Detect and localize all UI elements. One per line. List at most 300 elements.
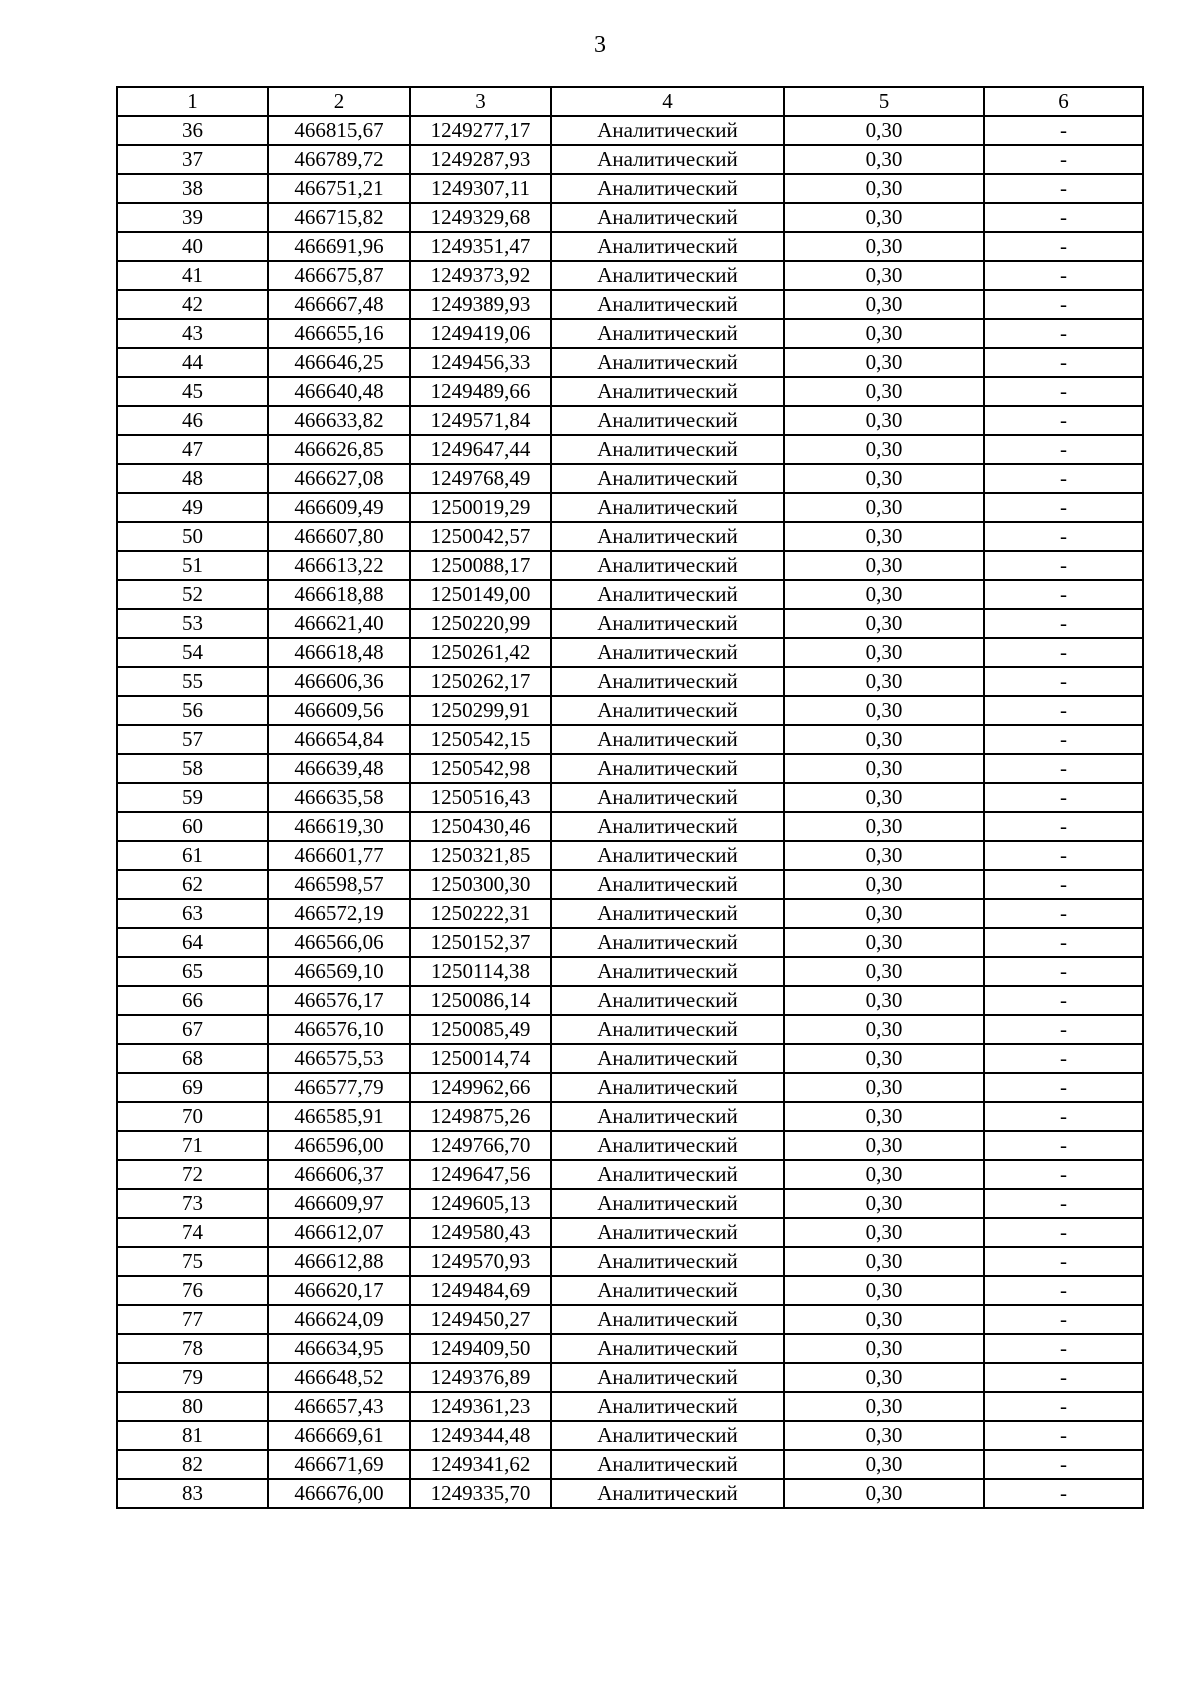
- point-number-cell: 41: [117, 261, 268, 290]
- accuracy-cell: 0,30: [784, 522, 984, 551]
- description-cell: -: [984, 319, 1143, 348]
- description-cell: -: [984, 1073, 1143, 1102]
- column-header-3: 3: [410, 87, 551, 116]
- y-coordinate-cell: 1249875,26: [410, 1102, 551, 1131]
- x-coordinate-cell: 466675,87: [268, 261, 410, 290]
- point-number-cell: 36: [117, 116, 268, 145]
- x-coordinate-cell: 466619,30: [268, 812, 410, 841]
- y-coordinate-cell: 1249450,27: [410, 1305, 551, 1334]
- accuracy-cell: 0,30: [784, 1247, 984, 1276]
- method-cell: Аналитический: [551, 290, 784, 319]
- method-cell: Аналитический: [551, 1073, 784, 1102]
- description-cell: -: [984, 406, 1143, 435]
- accuracy-cell: 0,30: [784, 986, 984, 1015]
- table-row: [117, 1421, 1143, 1450]
- column-header-6: 6: [984, 87, 1143, 116]
- x-coordinate-cell: 466751,21: [268, 174, 410, 203]
- y-coordinate-cell: 1250300,30: [410, 870, 551, 899]
- point-number-cell: 64: [117, 928, 268, 957]
- table-row: [117, 406, 1143, 435]
- x-coordinate-cell: 466639,48: [268, 754, 410, 783]
- point-number-cell: 72: [117, 1160, 268, 1189]
- description-cell: -: [984, 638, 1143, 667]
- method-cell: Аналитический: [551, 696, 784, 725]
- description-cell: -: [984, 580, 1143, 609]
- point-number-cell: 42: [117, 290, 268, 319]
- point-number-cell: 63: [117, 899, 268, 928]
- method-cell: Аналитический: [551, 1131, 784, 1160]
- x-coordinate-cell: 466657,43: [268, 1392, 410, 1421]
- method-cell: Аналитический: [551, 812, 784, 841]
- x-coordinate-cell: 466609,97: [268, 1189, 410, 1218]
- point-number-cell: 81: [117, 1421, 268, 1450]
- point-number-cell: 40: [117, 232, 268, 261]
- description-cell: -: [984, 1334, 1143, 1363]
- table-row: [117, 1276, 1143, 1305]
- table-row: [117, 696, 1143, 725]
- table-row: [117, 986, 1143, 1015]
- table-row: [117, 435, 1143, 464]
- column-header-1: 1: [117, 87, 268, 116]
- y-coordinate-cell: 1249605,13: [410, 1189, 551, 1218]
- table-row: [117, 1450, 1143, 1479]
- x-coordinate-cell: 466606,37: [268, 1160, 410, 1189]
- accuracy-cell: 0,30: [784, 1073, 984, 1102]
- y-coordinate-cell: 1249373,92: [410, 261, 551, 290]
- point-number-cell: 48: [117, 464, 268, 493]
- accuracy-cell: 0,30: [784, 1392, 984, 1421]
- accuracy-cell: 0,30: [784, 261, 984, 290]
- table-row: [117, 899, 1143, 928]
- x-coordinate-cell: 466585,91: [268, 1102, 410, 1131]
- point-number-cell: 66: [117, 986, 268, 1015]
- description-cell: -: [984, 725, 1143, 754]
- description-cell: -: [984, 1479, 1143, 1508]
- accuracy-cell: 0,30: [784, 232, 984, 261]
- y-coordinate-cell: 1250152,37: [410, 928, 551, 957]
- x-coordinate-cell: 466655,16: [268, 319, 410, 348]
- accuracy-cell: 0,30: [784, 841, 984, 870]
- table-row: [117, 1102, 1143, 1131]
- method-cell: Аналитический: [551, 1015, 784, 1044]
- y-coordinate-cell: 1250019,29: [410, 493, 551, 522]
- accuracy-cell: 0,30: [784, 1189, 984, 1218]
- table-row: [117, 377, 1143, 406]
- table-row: [117, 580, 1143, 609]
- y-coordinate-cell: 1250114,38: [410, 957, 551, 986]
- y-coordinate-cell: 1250430,46: [410, 812, 551, 841]
- description-cell: -: [984, 348, 1143, 377]
- method-cell: Аналитический: [551, 580, 784, 609]
- y-coordinate-cell: 1250085,49: [410, 1015, 551, 1044]
- method-cell: Аналитический: [551, 1450, 784, 1479]
- y-coordinate-cell: 1250220,99: [410, 609, 551, 638]
- x-coordinate-cell: 466621,40: [268, 609, 410, 638]
- x-coordinate-cell: 466646,25: [268, 348, 410, 377]
- x-coordinate-cell: 466596,00: [268, 1131, 410, 1160]
- accuracy-cell: 0,30: [784, 899, 984, 928]
- description-cell: -: [984, 1044, 1143, 1073]
- point-number-cell: 59: [117, 783, 268, 812]
- accuracy-cell: 0,30: [784, 406, 984, 435]
- point-number-cell: 77: [117, 1305, 268, 1334]
- point-number-cell: 69: [117, 1073, 268, 1102]
- point-number-cell: 75: [117, 1247, 268, 1276]
- method-cell: Аналитический: [551, 406, 784, 435]
- y-coordinate-cell: 1249570,93: [410, 1247, 551, 1276]
- point-number-cell: 57: [117, 725, 268, 754]
- description-cell: -: [984, 957, 1143, 986]
- x-coordinate-cell: 466575,53: [268, 1044, 410, 1073]
- point-number-cell: 60: [117, 812, 268, 841]
- y-coordinate-cell: 1249962,66: [410, 1073, 551, 1102]
- description-cell: -: [984, 1160, 1143, 1189]
- method-cell: Аналитический: [551, 1305, 784, 1334]
- description-cell: -: [984, 899, 1143, 928]
- table-row: [117, 203, 1143, 232]
- accuracy-cell: 0,30: [784, 1218, 984, 1247]
- method-cell: Аналитический: [551, 1102, 784, 1131]
- table-row: [117, 783, 1143, 812]
- accuracy-cell: 0,30: [784, 609, 984, 638]
- description-cell: -: [984, 783, 1143, 812]
- accuracy-cell: 0,30: [784, 464, 984, 493]
- point-number-cell: 70: [117, 1102, 268, 1131]
- method-cell: Аналитический: [551, 1276, 784, 1305]
- accuracy-cell: 0,30: [784, 725, 984, 754]
- table-header: [117, 87, 1143, 116]
- accuracy-cell: 0,30: [784, 435, 984, 464]
- point-number-cell: 76: [117, 1276, 268, 1305]
- description-cell: -: [984, 1363, 1143, 1392]
- table-row: [117, 464, 1143, 493]
- table-row: [117, 522, 1143, 551]
- method-cell: Аналитический: [551, 754, 784, 783]
- method-cell: Аналитический: [551, 725, 784, 754]
- accuracy-cell: 0,30: [784, 1450, 984, 1479]
- description-cell: -: [984, 667, 1143, 696]
- table-row: [117, 145, 1143, 174]
- description-cell: -: [984, 870, 1143, 899]
- accuracy-cell: 0,30: [784, 638, 984, 667]
- column-header-2: 2: [268, 87, 410, 116]
- y-coordinate-cell: 1250516,43: [410, 783, 551, 812]
- description-cell: -: [984, 1392, 1143, 1421]
- y-coordinate-cell: 1249409,50: [410, 1334, 551, 1363]
- method-cell: Аналитический: [551, 551, 784, 580]
- x-coordinate-cell: 466676,00: [268, 1479, 410, 1508]
- y-coordinate-cell: 1250149,00: [410, 580, 551, 609]
- x-coordinate-cell: 466789,72: [268, 145, 410, 174]
- point-number-cell: 39: [117, 203, 268, 232]
- point-number-cell: 56: [117, 696, 268, 725]
- point-number-cell: 43: [117, 319, 268, 348]
- point-number-cell: 49: [117, 493, 268, 522]
- description-cell: -: [984, 551, 1143, 580]
- table-row: [117, 638, 1143, 667]
- point-number-cell: 37: [117, 145, 268, 174]
- method-cell: Аналитический: [551, 899, 784, 928]
- point-number-cell: 73: [117, 1189, 268, 1218]
- page-number: 3: [594, 32, 606, 58]
- description-cell: -: [984, 261, 1143, 290]
- point-number-cell: 47: [117, 435, 268, 464]
- method-cell: Аналитический: [551, 1218, 784, 1247]
- table-row: [117, 232, 1143, 261]
- method-cell: Аналитический: [551, 638, 784, 667]
- method-cell: Аналитический: [551, 493, 784, 522]
- method-cell: Аналитический: [551, 1479, 784, 1508]
- table-row: [117, 957, 1143, 986]
- x-coordinate-cell: 466620,17: [268, 1276, 410, 1305]
- table-row: [117, 667, 1143, 696]
- x-coordinate-cell: 466609,56: [268, 696, 410, 725]
- description-cell: -: [984, 435, 1143, 464]
- y-coordinate-cell: 1249351,47: [410, 232, 551, 261]
- point-number-cell: 50: [117, 522, 268, 551]
- accuracy-cell: 0,30: [784, 580, 984, 609]
- accuracy-cell: 0,30: [784, 493, 984, 522]
- point-number-cell: 83: [117, 1479, 268, 1508]
- point-number-cell: 68: [117, 1044, 268, 1073]
- method-cell: Аналитический: [551, 1160, 784, 1189]
- y-coordinate-cell: 1250086,14: [410, 986, 551, 1015]
- y-coordinate-cell: 1249766,70: [410, 1131, 551, 1160]
- description-cell: -: [984, 928, 1143, 957]
- table-row: [117, 1392, 1143, 1421]
- y-coordinate-cell: 1249647,56: [410, 1160, 551, 1189]
- table-body: [117, 116, 1143, 1508]
- x-coordinate-cell: 466635,58: [268, 783, 410, 812]
- y-coordinate-cell: 1249647,44: [410, 435, 551, 464]
- description-cell: -: [984, 812, 1143, 841]
- point-number-cell: 44: [117, 348, 268, 377]
- description-cell: -: [984, 1131, 1143, 1160]
- accuracy-cell: 0,30: [784, 957, 984, 986]
- point-number-cell: 67: [117, 1015, 268, 1044]
- y-coordinate-cell: 1249768,49: [410, 464, 551, 493]
- table-row: [117, 1363, 1143, 1392]
- y-coordinate-cell: 1250542,98: [410, 754, 551, 783]
- table-row: [117, 1334, 1143, 1363]
- x-coordinate-cell: 466654,84: [268, 725, 410, 754]
- table-row: [117, 1073, 1143, 1102]
- method-cell: Аналитический: [551, 1247, 784, 1276]
- description-cell: -: [984, 232, 1143, 261]
- method-cell: Аналитический: [551, 667, 784, 696]
- description-cell: -: [984, 116, 1143, 145]
- method-cell: Аналитический: [551, 435, 784, 464]
- x-coordinate-cell: 466691,96: [268, 232, 410, 261]
- table-row: [117, 609, 1143, 638]
- description-cell: -: [984, 1450, 1143, 1479]
- x-coordinate-cell: 466624,09: [268, 1305, 410, 1334]
- point-number-cell: 54: [117, 638, 268, 667]
- description-cell: -: [984, 174, 1143, 203]
- accuracy-cell: 0,30: [784, 319, 984, 348]
- table-row: [117, 928, 1143, 957]
- x-coordinate-cell: 466609,49: [268, 493, 410, 522]
- point-number-cell: 45: [117, 377, 268, 406]
- description-cell: -: [984, 609, 1143, 638]
- x-coordinate-cell: 466634,95: [268, 1334, 410, 1363]
- description-cell: -: [984, 464, 1143, 493]
- y-coordinate-cell: 1250299,91: [410, 696, 551, 725]
- x-coordinate-cell: 466627,08: [268, 464, 410, 493]
- x-coordinate-cell: 466569,10: [268, 957, 410, 986]
- point-number-cell: 82: [117, 1450, 268, 1479]
- description-cell: -: [984, 1276, 1143, 1305]
- y-coordinate-cell: 1250088,17: [410, 551, 551, 580]
- method-cell: Аналитический: [551, 957, 784, 986]
- accuracy-cell: 0,30: [784, 1276, 984, 1305]
- x-coordinate-cell: 466598,57: [268, 870, 410, 899]
- table-row: [117, 1015, 1143, 1044]
- x-coordinate-cell: 466566,06: [268, 928, 410, 957]
- point-number-cell: 55: [117, 667, 268, 696]
- x-coordinate-cell: 466612,88: [268, 1247, 410, 1276]
- accuracy-cell: 0,30: [784, 928, 984, 957]
- method-cell: Аналитический: [551, 609, 784, 638]
- method-cell: Аналитический: [551, 1189, 784, 1218]
- x-coordinate-cell: 466669,61: [268, 1421, 410, 1450]
- table-row: [117, 319, 1143, 348]
- accuracy-cell: 0,30: [784, 783, 984, 812]
- method-cell: Аналитический: [551, 232, 784, 261]
- method-cell: Аналитический: [551, 1334, 784, 1363]
- point-number-cell: 79: [117, 1363, 268, 1392]
- description-cell: -: [984, 1218, 1143, 1247]
- x-coordinate-cell: 466577,79: [268, 1073, 410, 1102]
- description-cell: -: [984, 1247, 1143, 1276]
- accuracy-cell: 0,30: [784, 1015, 984, 1044]
- x-coordinate-cell: 466618,88: [268, 580, 410, 609]
- description-cell: -: [984, 522, 1143, 551]
- table-row: [117, 348, 1143, 377]
- header-row: [117, 87, 1143, 116]
- accuracy-cell: 0,30: [784, 696, 984, 725]
- y-coordinate-cell: 1250321,85: [410, 841, 551, 870]
- method-cell: Аналитический: [551, 1421, 784, 1450]
- method-cell: Аналитический: [551, 203, 784, 232]
- y-coordinate-cell: 1249335,70: [410, 1479, 551, 1508]
- point-number-cell: 58: [117, 754, 268, 783]
- y-coordinate-cell: 1250042,57: [410, 522, 551, 551]
- y-coordinate-cell: 1249489,66: [410, 377, 551, 406]
- y-coordinate-cell: 1249571,84: [410, 406, 551, 435]
- x-coordinate-cell: 466601,77: [268, 841, 410, 870]
- y-coordinate-cell: 1249419,06: [410, 319, 551, 348]
- accuracy-cell: 0,30: [784, 1044, 984, 1073]
- method-cell: Аналитический: [551, 464, 784, 493]
- point-number-cell: 46: [117, 406, 268, 435]
- method-cell: Аналитический: [551, 174, 784, 203]
- method-cell: Аналитический: [551, 145, 784, 174]
- x-coordinate-cell: 466671,69: [268, 1450, 410, 1479]
- accuracy-cell: 0,30: [784, 1131, 984, 1160]
- y-coordinate-cell: 1249344,48: [410, 1421, 551, 1450]
- table-row: [117, 725, 1143, 754]
- y-coordinate-cell: 1249307,11: [410, 174, 551, 203]
- accuracy-cell: 0,30: [784, 1363, 984, 1392]
- method-cell: Аналитический: [551, 1363, 784, 1392]
- point-number-cell: 80: [117, 1392, 268, 1421]
- table-row: [117, 261, 1143, 290]
- accuracy-cell: 0,30: [784, 812, 984, 841]
- coordinates-table: [116, 86, 1144, 1509]
- description-cell: -: [984, 377, 1143, 406]
- accuracy-cell: 0,30: [784, 667, 984, 696]
- y-coordinate-cell: 1249456,33: [410, 348, 551, 377]
- y-coordinate-cell: 1249341,62: [410, 1450, 551, 1479]
- description-cell: -: [984, 1015, 1143, 1044]
- table-row: [117, 841, 1143, 870]
- y-coordinate-cell: 1249329,68: [410, 203, 551, 232]
- accuracy-cell: 0,30: [784, 203, 984, 232]
- column-header-5: 5: [784, 87, 984, 116]
- table-row: [117, 1131, 1143, 1160]
- table-row: [117, 754, 1143, 783]
- y-coordinate-cell: 1250262,17: [410, 667, 551, 696]
- point-number-cell: 65: [117, 957, 268, 986]
- table-row: [117, 1218, 1143, 1247]
- y-coordinate-cell: 1249484,69: [410, 1276, 551, 1305]
- y-coordinate-cell: 1249287,93: [410, 145, 551, 174]
- method-cell: Аналитический: [551, 319, 784, 348]
- method-cell: Аналитический: [551, 1044, 784, 1073]
- x-coordinate-cell: 466626,85: [268, 435, 410, 464]
- method-cell: Аналитический: [551, 870, 784, 899]
- table-row: [117, 116, 1143, 145]
- x-coordinate-cell: 466715,82: [268, 203, 410, 232]
- x-coordinate-cell: 466648,52: [268, 1363, 410, 1392]
- description-cell: -: [984, 1305, 1143, 1334]
- method-cell: Аналитический: [551, 986, 784, 1015]
- description-cell: -: [984, 986, 1143, 1015]
- method-cell: Аналитический: [551, 841, 784, 870]
- table-row: [117, 1479, 1143, 1508]
- accuracy-cell: 0,30: [784, 174, 984, 203]
- accuracy-cell: 0,30: [784, 1479, 984, 1508]
- description-cell: -: [984, 841, 1143, 870]
- accuracy-cell: 0,30: [784, 1305, 984, 1334]
- method-cell: Аналитический: [551, 261, 784, 290]
- method-cell: Аналитический: [551, 1392, 784, 1421]
- y-coordinate-cell: 1249277,17: [410, 116, 551, 145]
- point-number-cell: 52: [117, 580, 268, 609]
- method-cell: Аналитический: [551, 522, 784, 551]
- y-coordinate-cell: 1249361,23: [410, 1392, 551, 1421]
- table-row: [117, 1189, 1143, 1218]
- column-header-4: 4: [551, 87, 784, 116]
- x-coordinate-cell: 466576,10: [268, 1015, 410, 1044]
- y-coordinate-cell: 1250542,15: [410, 725, 551, 754]
- method-cell: Аналитический: [551, 783, 784, 812]
- x-coordinate-cell: 466606,36: [268, 667, 410, 696]
- accuracy-cell: 0,30: [784, 1160, 984, 1189]
- point-number-cell: 61: [117, 841, 268, 870]
- table-row: [117, 1044, 1143, 1073]
- method-cell: Аналитический: [551, 928, 784, 957]
- description-cell: -: [984, 696, 1143, 725]
- x-coordinate-cell: 466572,19: [268, 899, 410, 928]
- accuracy-cell: 0,30: [784, 290, 984, 319]
- description-cell: -: [984, 493, 1143, 522]
- description-cell: -: [984, 754, 1143, 783]
- y-coordinate-cell: 1250014,74: [410, 1044, 551, 1073]
- table-row: [117, 812, 1143, 841]
- description-cell: -: [984, 1102, 1143, 1131]
